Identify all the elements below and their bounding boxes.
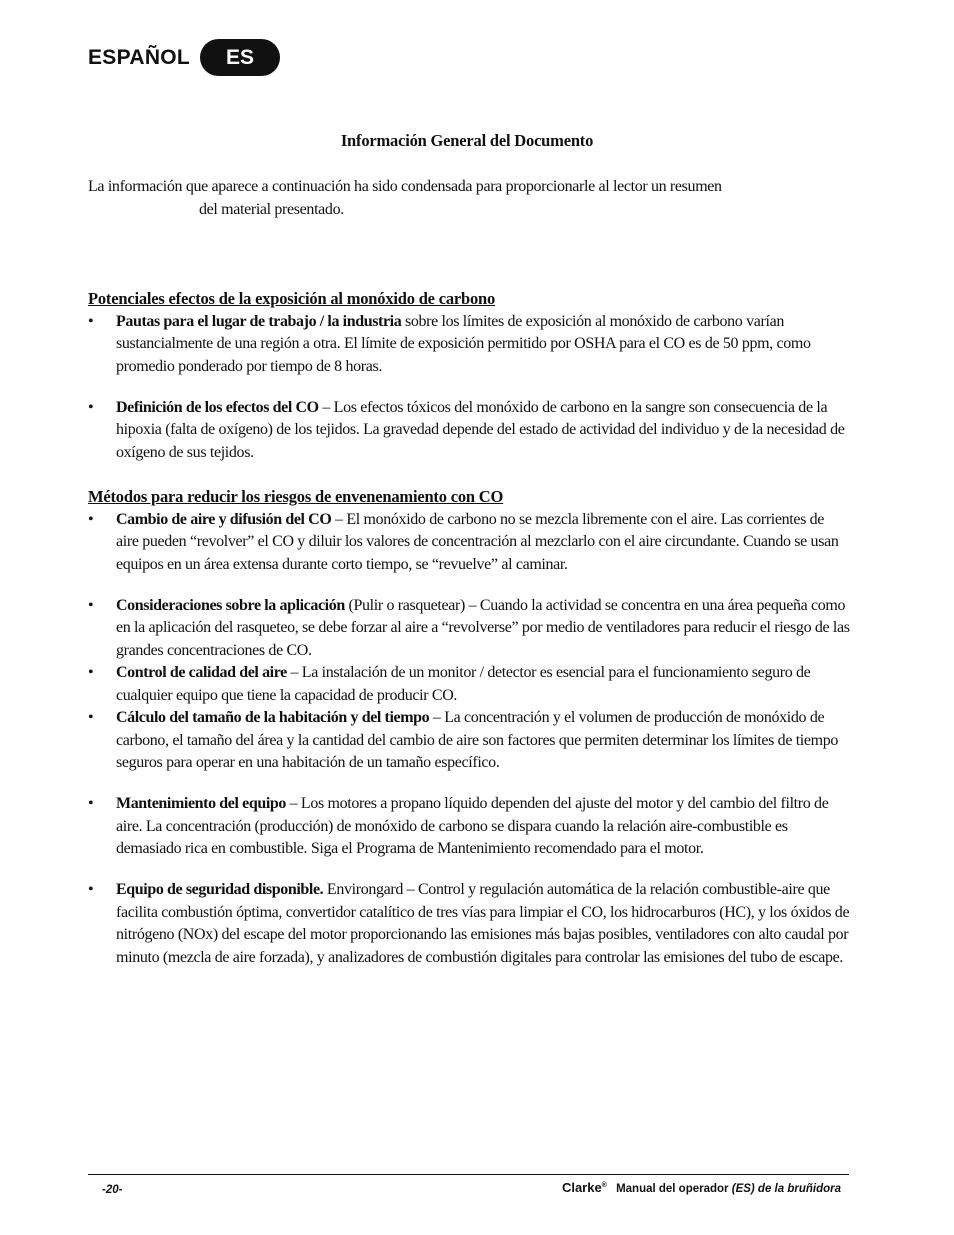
item-text: sobre los límites de exposición al monóxido de carbono varían sustancialmente de una región a otra. El límite de exposición permitido por OSHA para el CO es de 50 ppm, como promedio ponderado por tiempo de 8 horas. [116,312,811,375]
bullet-list [88,509,850,970]
item-term: Mantenimiento del equipo [116,795,286,812]
list-item [88,311,850,379]
item-term: Consideraciones sobre la aplicación [116,596,345,614]
section-heading: Métodos para reducir los riesgos de envenenamiento con CO [88,487,504,506]
intro-line-2: del material presentado. [199,200,344,218]
language-header [88,39,280,76]
item-term: Pautas para el lugar de trabajo / la industria [116,312,402,330]
bullet-icon: • [88,881,94,898]
manual-text: Manual del operador [616,1183,729,1195]
item-text: – La instalación de un monitor / detector es esencial para el funcionamiento seguro de cualquier equipo que tiene la capacidad de producir CO. [116,664,811,704]
spacer [88,378,850,397]
list-item [88,662,850,707]
spacer [88,576,850,595]
bullet-list [88,311,850,465]
list-item [88,509,850,577]
item-term: Control de calidad del aire [116,664,287,681]
item-text: Environgard – Control y regulación automática de la relación combustible-aire que facilita combustión óptima, convertidor catalítico de tres vías para limpiar el CO, los hidrocarburos (HC), y los óxidos de nitrógeno (NOx) del escape del motor proporcionando las emisiones más bajas posibles, ventiladores con alto caudal por minuto (mezcla de aire forzada), y analizadores de combustión digitales para controlar las emisiones del tubo de escape. [116,881,850,966]
section-heading: Potenciales efectos de la exposición al monóxido de carbono [88,289,496,308]
intro-paragraph [88,176,848,221]
bullet-icon: • [88,596,94,614]
item-text: – Los motores a propano líquido dependen del ajuste del motor y del cambio del filtro de aire. La concentración (producción) de monóxido de carbono se dispara cuando la relación aire-combustible es demasiado rica en combustible. Siga el Programa de Mantenimiento recomendado para el motor. [116,795,829,857]
intro-line-1: La información que aparece a continuación ha sido condensada para proporcionarle al lector un resumen [88,178,722,195]
bullet-icon: • [88,664,94,681]
list-item [88,793,850,861]
item-text: – El monóxido de carbono no se mezcla libremente con el aire. Las corrientes de aire pueden “revolver” el CO y diluir los valores de concentración al mezclarlo con el aire circundante. Cuando se usan equipos en un área extensa durante corto tiempo, se “revuelve” al caminar. [116,510,839,573]
list-item [88,879,850,969]
brand-name: Clarke [561,1180,602,1195]
item-text: – La concentración y el volumen de producción de monóxido de carbono, el tamaño del área y la cantidad del cambio de aire son factores que permiten determinar los límites de tiempo seguros para operar en una habitación de un tamaño específico. [116,709,839,771]
bullet-icon: • [88,510,94,528]
footer-manual-title [562,1180,841,1195]
registered-mark: ® [601,1182,607,1190]
page-number: -20- [102,1184,123,1196]
item-term: Cálculo del tamaño de la habitación y del tiempo [116,709,430,726]
footer-divider [88,1174,849,1175]
list-item [88,397,850,465]
language-badge: ES [200,39,280,76]
section-co-risk-reduction [88,486,850,969]
language-label: ESPAÑOL [88,45,191,69]
item-text: (Pulir o rasquetear) – Cuando la actividad se concentra en una área pequeña como en la aplicación del rasqueteo, se debe forzar al aire a “revolverse” por medio de ventiladores para reducir el riesgo de las grandes concentraciones de CO. [116,596,850,659]
section-co-exposure-effects [88,288,850,464]
item-term: Equipo de seguridad disponible. [116,881,324,898]
bullet-icon: • [88,398,94,416]
item-term: Cambio de aire y difusión del CO [116,510,332,528]
list-item [88,595,850,663]
manual-language: (ES) de la bruñidora [731,1183,841,1195]
spacer [88,861,850,880]
bullet-icon: • [88,312,94,330]
bullet-icon: • [88,709,94,726]
bullet-icon: • [88,795,94,812]
list-item [88,707,850,775]
item-text: – Los efectos tóxicos del monóxido de carbono en la sangre son consecuencia de la hipoxia (falta de oxígeno) de los tejidos. La gravedad depende del estado de actividad del individuo y de la necesidad de oxígeno de sus tejidos. [116,398,845,461]
item-term: Definición de los efectos del CO [116,398,319,416]
page-title: Información General del Documento [340,131,594,150]
spacer [88,775,850,794]
